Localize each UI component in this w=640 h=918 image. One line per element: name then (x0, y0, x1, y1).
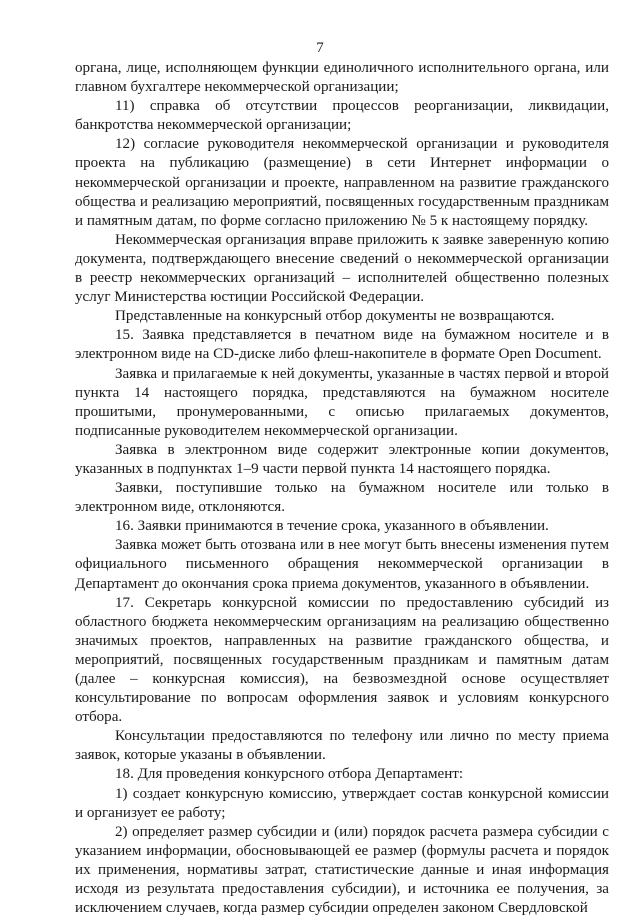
paragraph-clause-15: 15. Заявка представляется в печатном виде на бумажном носителе и в электронном виде на CD-диске либо флеш-накопителе в формате Open Document. (75, 327, 609, 363)
paragraph: Заявка и прилагаемые к ней документы, указанные в частях первой и второй пункта 14 настоящего порядка, представляются на бумажном носителе прошитыми, пронумерованными, с описью прилагаемых документов, подписанные руководителем некоммерческой организации. (75, 365, 609, 439)
paragraph: Представленные на конкурсный отбор документы не возвращаются. (115, 308, 555, 325)
paragraph: Консультации предоставляются по телефону или лично по месту приема заявок, которые указаны в объявлении. (75, 728, 609, 764)
paragraph-item-11: 11) справка об отсутствии процессов реорганизации, ликвидации, банкротства некоммерческой организации; (75, 98, 609, 134)
paragraph-item-12: 12) согласие руководителя некоммерческой организации и руководителя проекта на публикацию (размещение) в сети Интернет информации о некоммерческой организации и проекте, направленном на развитие гражданского общества и реализацию мероприятий, посвященных государственным праздникам и памятным датам, по форме согласно приложению № 5 к настоящему порядку. (75, 136, 609, 229)
paragraph-continuation: органа, лице, исполняющем функции единоличного исполнительного органа, или главном бухгалтере некоммерческой организации; (75, 60, 609, 96)
paragraph-clause-18: 18. Для проведения конкурсного отбора Департамент: (115, 766, 464, 783)
paragraph: Заявка может быть отозвана или в нее могут быть внесены изменения путем официального письменного обращения некоммерческой организации в Департамент до окончания срока приема документов, указанного в объявлении. (75, 537, 609, 592)
paragraph: Некоммерческая организация вправе приложить к заявке заверенную копию документа, подтверждающего внесение сведений о некоммерческой организации в реестр некоммерческих организаций – исполнителей общественно полезных услуг Министерства юстиции Российской Федерации. (75, 231, 609, 306)
paragraph-clause-16: 16. Заявки принимаются в течение срока, указанного в объявлении. (115, 518, 549, 535)
document-body (75, 59, 609, 918)
paragraph: Заявка в электронном виде содержит электронные копии документов, указанных в подпунктах 1–9 части первой пункта 14 настоящего порядка. (75, 441, 609, 477)
page-number: 7 (316, 40, 324, 56)
paragraph-clause-17: 17. Секретарь конкурсной комиссии по предоставлению субсидий из областного бюджета некоммерческим организациям на реализацию общественно значимых проектов, направленных на развитие гражданского общества, и мероприятий, посвященных государственным праздникам и памятным датам (далее – конкурсная комиссия), на безвозмездной основе осуществляет консультирование по вопросам оформления заявок и условиям конкурсного отбора. (75, 594, 609, 726)
paragraph: Заявки, поступившие только на бумажном носителе или только в электронном виде, отклоняются. (75, 480, 609, 516)
paragraph-subitem-2: 2) определяет размер субсидии и (или) порядок расчета размера субсидии с указанием информации, обосновывающей ее размер (формулы расчета и порядок их применения, нормативы затрат, статистические данные и иная информация исходя из результата предоставления субсидии), и источника ее получения, за исключением случаев, когда размер субсидии определен законом Свердловской (75, 823, 609, 917)
paragraph-subitem-1: 1) создает конкурсную комиссию, утверждает состав конкурсной комиссии и организует ее работу; (75, 785, 609, 821)
